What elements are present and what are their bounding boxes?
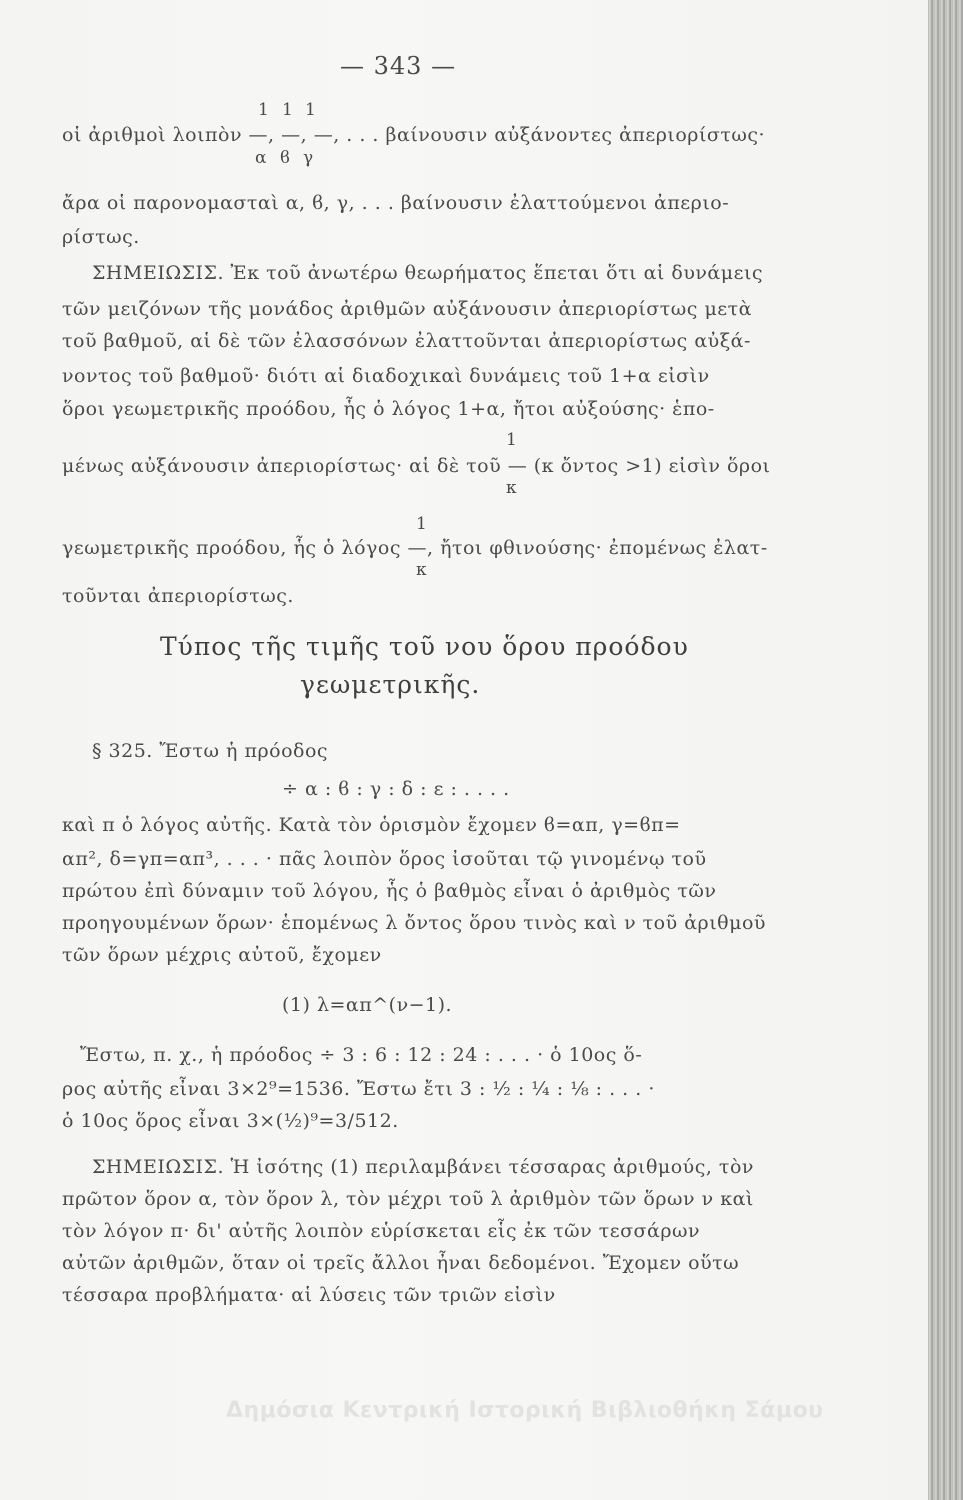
text-line: απ², δ=γπ=απ³, . . . · πᾶς λοιπὸν ὅρος ἰσοῦται τῷ γινομένῳ τοῦ [62,848,707,870]
text-line: γεωμετρικῆς προόδου, ἧς ὁ λόγος —, ἤτοι φθινούσης· ἐπομένως ἐλατ- [62,537,768,559]
text-line: τοῦ βαθμοῦ, αἱ δὲ τῶν ἐλασσόνων ἐλαττοῦνται ἀπεριορίστως αὐξά- [62,330,751,352]
section-heading: Τύπος τῆς τιμῆς τοῦ νου ὅρου προόδου [160,632,689,661]
text-line: ρίστως. [62,226,140,248]
equation-1: (1) λ=απ^(ν−1). [282,994,453,1016]
fraction-denominator: α [255,148,267,168]
fraction-denominator: κ [506,478,517,498]
section-heading: γεωμετρικῆς. [300,670,481,699]
fraction-denominator: κ [416,560,427,580]
text-line: αὐτῶν ἀριθμῶν, ὅταν οἱ τρεῖς ἄλλοι ἦναι δεδομένοι. Ἔχομεν οὕτω [62,1252,740,1274]
text-line: ΣΗΜΕΙΩΣΙΣ. Ἐκ τοῦ ἀνωτέρω θεωρήματος ἕπεται ὅτι αἱ δυνάμεις [92,262,764,284]
fraction-denominator: γ [303,148,314,168]
text-line: τῶν μειζόνων τῆς μονάδος ἀριθμῶν αὐξάνουσιν ἀπεριορίστως μετὰ [62,298,752,320]
page-number: — 343 — [340,52,457,80]
text-line: ρος αὐτῆς εἶναι 3×2⁹=1536. Ἔστω ἔτι 3 : ½ : ¼ : ⅛ : . . . · [62,1078,655,1100]
text-line: ὅροι γεωμετρικῆς προόδου, ἧς ὁ λόγος 1+α, ἤτοι αὐξούσης· ἑπο- [62,398,715,420]
text-line: πρῶτον ὅρον α, τὸν ὅρον λ, τὸν μέχρι τοῦ λ ἀριθμὸν τῶν ὅρων ν καὶ [62,1188,754,1210]
text-line: τῶν ὅρων μέχρις αὐτοῦ, ἔχομεν [62,944,382,966]
text-line: προηγουμένων ὅρων· ἑπομένως λ ὄντος ὅρου τινὸς καὶ ν τοῦ ἀριθμοῦ [62,912,766,934]
text-line: ΣΗΜΕΙΩΣΙΣ. Ἡ ἰσότης (1) περιλαμβάνει τέσσαρας ἀριθμούς, τὸν [92,1156,754,1178]
text-line: πρώτου ἐπὶ δύναμιν τοῦ λόγου, ἧς ὁ βαθμὸς εἶναι ὁ ἀριθμὸς τῶν [62,880,717,902]
library-watermark: Δημόσια Κεντρική Ιστορική Βιβλιοθήκη Σάμου [226,1398,824,1423]
fraction-numerator: 1 [258,100,269,120]
fraction-numerator: 1 [282,100,293,120]
text-line: τοῦνται ἀπεριορίστως. [62,585,294,607]
text-line: τὸν λόγον π· δι' αὐτῆς λοιπὸν εὑρίσκεται εἷς ἐκ τῶν τεσσάρων [62,1220,701,1242]
text-line: καὶ π ὁ λόγος αὐτῆς. Κατὰ τὸν ὁρισμὸν ἔχομεν ϐ=απ, γ=ϐπ= [62,814,681,836]
fraction-numerator: 1 [416,514,427,534]
text-line: μένως αὐξάνουσιν ἀπεριορίστως· αἱ δὲ τοῦ — (κ ὄντος >1) εἰσὶν ὅροι [62,455,771,477]
text-line: οἱ ἀριθμοὶ λοιπὸν —, —, —, . . . βαίνουσιν αὐξάνοντες ἀπεριορίστως· [62,124,766,146]
text-line: ὁ 10ος ὅρος εἶναι 3×(½)⁹=3/512. [62,1110,399,1132]
fraction-numerator: 1 [305,100,316,120]
fraction-numerator: 1 [506,430,517,450]
section-paragraph-start: § 325. Ἔστω ἡ πρόοδος [92,740,329,762]
text-line: τέσσαρα προβλήματα· αἱ λύσεις τῶν τριῶν εἰσὶν [62,1284,556,1306]
fraction-denominator: ϐ [280,148,290,168]
text-line: Ἔστω, π. χ., ἡ πρόοδος ÷ 3 : 6 : 12 : 24 : . . . · ὁ 10ος ὅ- [80,1044,643,1066]
page-edge [928,0,963,1500]
text-line: νοντος τοῦ βαθμοῦ· διότι αἱ διαδοχικαὶ δυνάμεις τοῦ 1+α εἰσὶν [62,365,710,387]
text-line: ἄρα οἱ παρονομασταὶ α, ϐ, γ, . . . βαίνουσιν ἐλαττούμενοι ἀπεριο- [62,192,730,214]
progression-formula: ÷ α : ϐ : γ : δ : ε : . . . . [282,778,510,800]
